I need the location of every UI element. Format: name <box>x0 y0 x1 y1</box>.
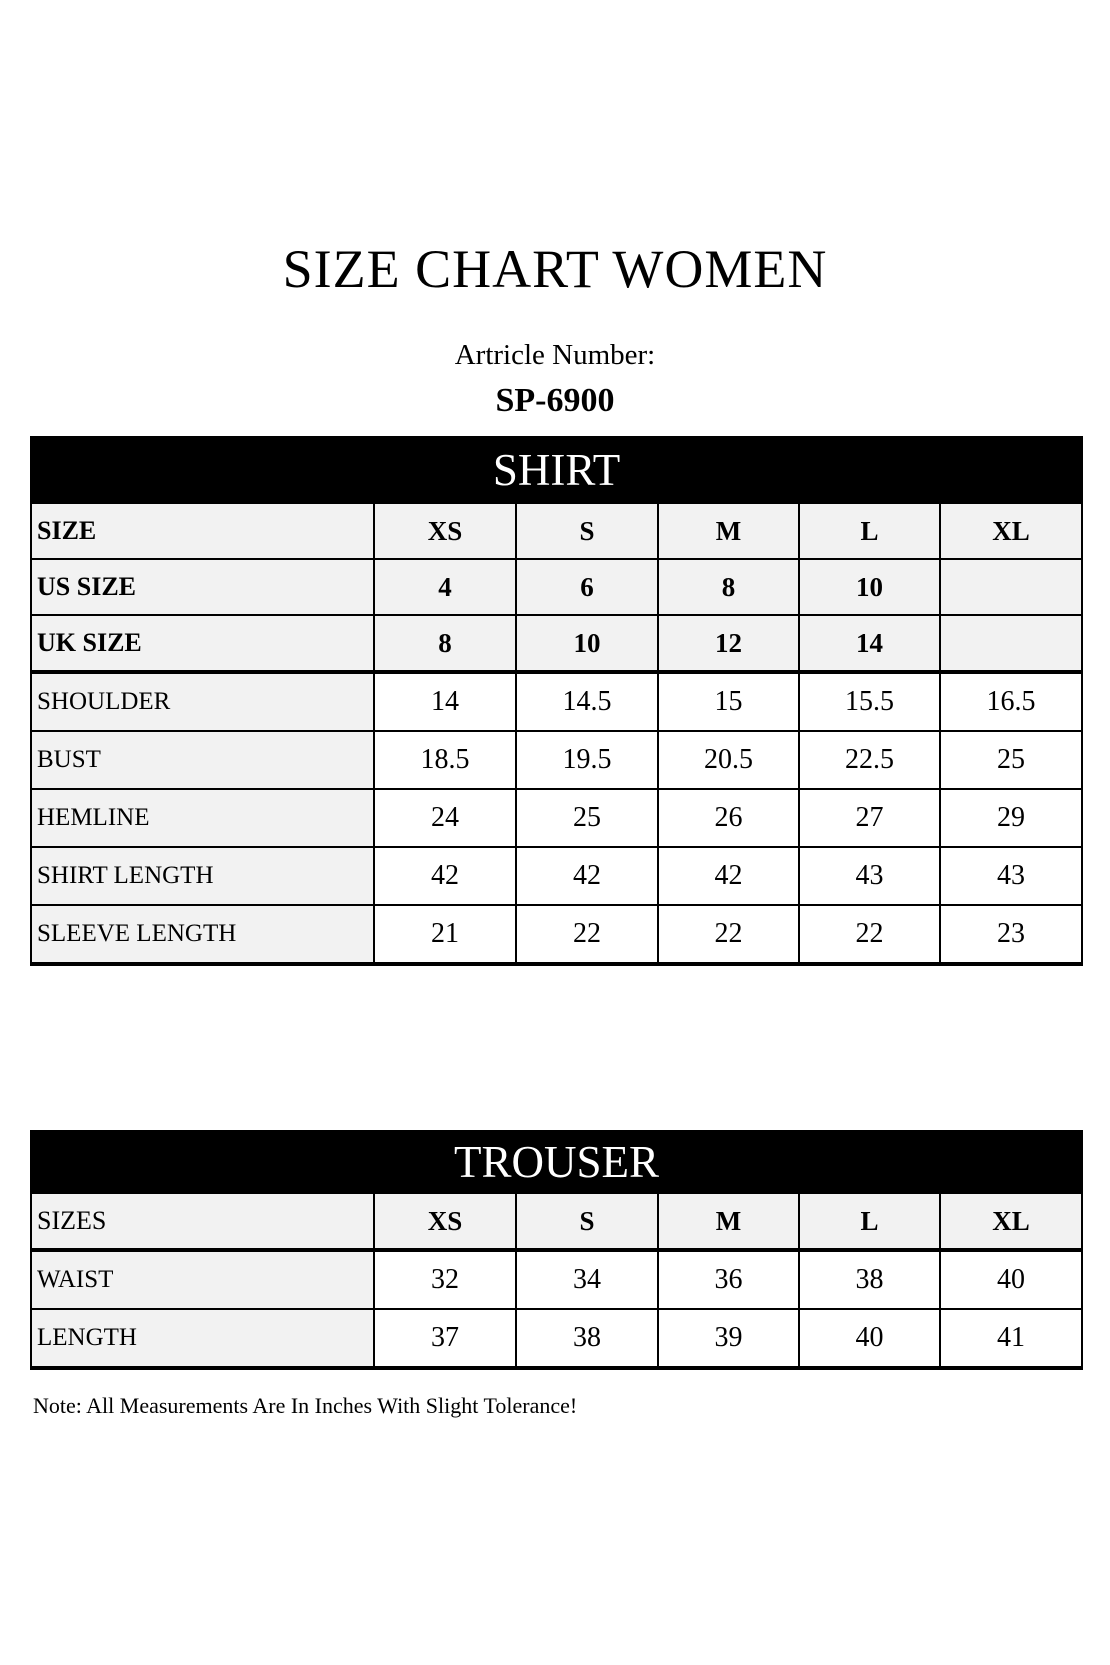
row-label-cell: SIZES <box>31 1193 374 1250</box>
value-cell: 4 <box>374 559 516 615</box>
row-label-cell: SHIRT LENGTH <box>31 847 374 905</box>
row-label-cell: WAIST <box>31 1250 374 1309</box>
article-number-label: Artricle Number: <box>454 339 656 371</box>
value-cell: 23 <box>940 905 1082 964</box>
value-cell: 40 <box>940 1250 1082 1309</box>
size-header-cell: L <box>799 503 940 559</box>
row-label-cell: SLEEVE LENGTH <box>31 905 374 964</box>
value-cell: 20.5 <box>658 731 799 789</box>
table-row <box>31 503 1082 559</box>
value-cell: 42 <box>658 847 799 905</box>
row-label-cell: SIZE <box>31 503 374 559</box>
value-cell: 10 <box>799 559 940 615</box>
size-header-cell: XS <box>374 1193 516 1250</box>
value-cell: 15.5 <box>799 672 940 731</box>
value-cell: 40 <box>799 1309 940 1368</box>
value-cell <box>940 615 1082 672</box>
value-cell: 43 <box>799 847 940 905</box>
value-cell: 8 <box>374 615 516 672</box>
value-cell: 22 <box>516 905 658 964</box>
size-header-cell: S <box>516 1193 658 1250</box>
row-label-cell: HEMLINE <box>31 789 374 847</box>
value-cell: 29 <box>940 789 1082 847</box>
value-cell: 6 <box>516 559 658 615</box>
table-row <box>31 1309 1082 1368</box>
value-cell: 42 <box>516 847 658 905</box>
table-row <box>31 731 1082 789</box>
size-header-cell: M <box>658 503 799 559</box>
value-cell: 36 <box>658 1250 799 1309</box>
value-cell: 18.5 <box>374 731 516 789</box>
value-cell: 12 <box>658 615 799 672</box>
value-cell: 38 <box>799 1250 940 1309</box>
table-row <box>31 789 1082 847</box>
value-cell: 8 <box>658 559 799 615</box>
value-cell: 22.5 <box>799 731 940 789</box>
table-row <box>31 672 1082 731</box>
table-row <box>31 615 1082 672</box>
value-cell: 22 <box>658 905 799 964</box>
row-label-cell: LENGTH <box>31 1309 374 1368</box>
article-number-value: SP-6900 <box>495 382 615 419</box>
value-cell: 32 <box>374 1250 516 1309</box>
trouser-table-title: TROUSER <box>31 1131 1082 1193</box>
value-cell: 39 <box>658 1309 799 1368</box>
value-cell <box>940 559 1082 615</box>
size-header-cell: XL <box>940 1193 1082 1250</box>
row-label-cell: BUST <box>31 731 374 789</box>
value-cell: 21 <box>374 905 516 964</box>
value-cell: 25 <box>516 789 658 847</box>
size-header-cell: XL <box>940 503 1082 559</box>
table-row <box>31 437 1082 503</box>
value-cell: 14.5 <box>516 672 658 731</box>
value-cell: 14 <box>799 615 940 672</box>
value-cell: 14 <box>374 672 516 731</box>
value-cell: 41 <box>940 1309 1082 1368</box>
value-cell: 15 <box>658 672 799 731</box>
size-header-cell: M <box>658 1193 799 1250</box>
value-cell: 22 <box>799 905 940 964</box>
shirt-table-title: SHIRT <box>31 437 1082 503</box>
size-header-cell: S <box>516 503 658 559</box>
shirt-size-table <box>30 436 1083 966</box>
value-cell: 38 <box>516 1309 658 1368</box>
value-cell: 24 <box>374 789 516 847</box>
row-label-cell: SHOULDER <box>31 672 374 731</box>
measurement-note: Note: All Measurements Are In Inches With Slight Tolerance! <box>33 1393 578 1418</box>
table-row <box>31 847 1082 905</box>
value-cell: 42 <box>374 847 516 905</box>
value-cell: 19.5 <box>516 731 658 789</box>
value-cell: 27 <box>799 789 940 847</box>
table-row <box>31 1193 1082 1250</box>
value-cell: 25 <box>940 731 1082 789</box>
page-title: SIZE CHART WOMEN <box>282 239 828 299</box>
row-label-cell: UK SIZE <box>31 615 374 672</box>
table-row <box>31 1250 1082 1309</box>
value-cell: 26 <box>658 789 799 847</box>
value-cell: 10 <box>516 615 658 672</box>
table-row <box>31 905 1082 964</box>
value-cell: 34 <box>516 1250 658 1309</box>
row-label-cell: US SIZE <box>31 559 374 615</box>
table-row <box>31 1131 1082 1193</box>
value-cell: 43 <box>940 847 1082 905</box>
table-row <box>31 559 1082 615</box>
value-cell: 37 <box>374 1309 516 1368</box>
value-cell: 16.5 <box>940 672 1082 731</box>
size-header-cell: XS <box>374 503 516 559</box>
trouser-size-table <box>30 1130 1083 1370</box>
size-header-cell: L <box>799 1193 940 1250</box>
